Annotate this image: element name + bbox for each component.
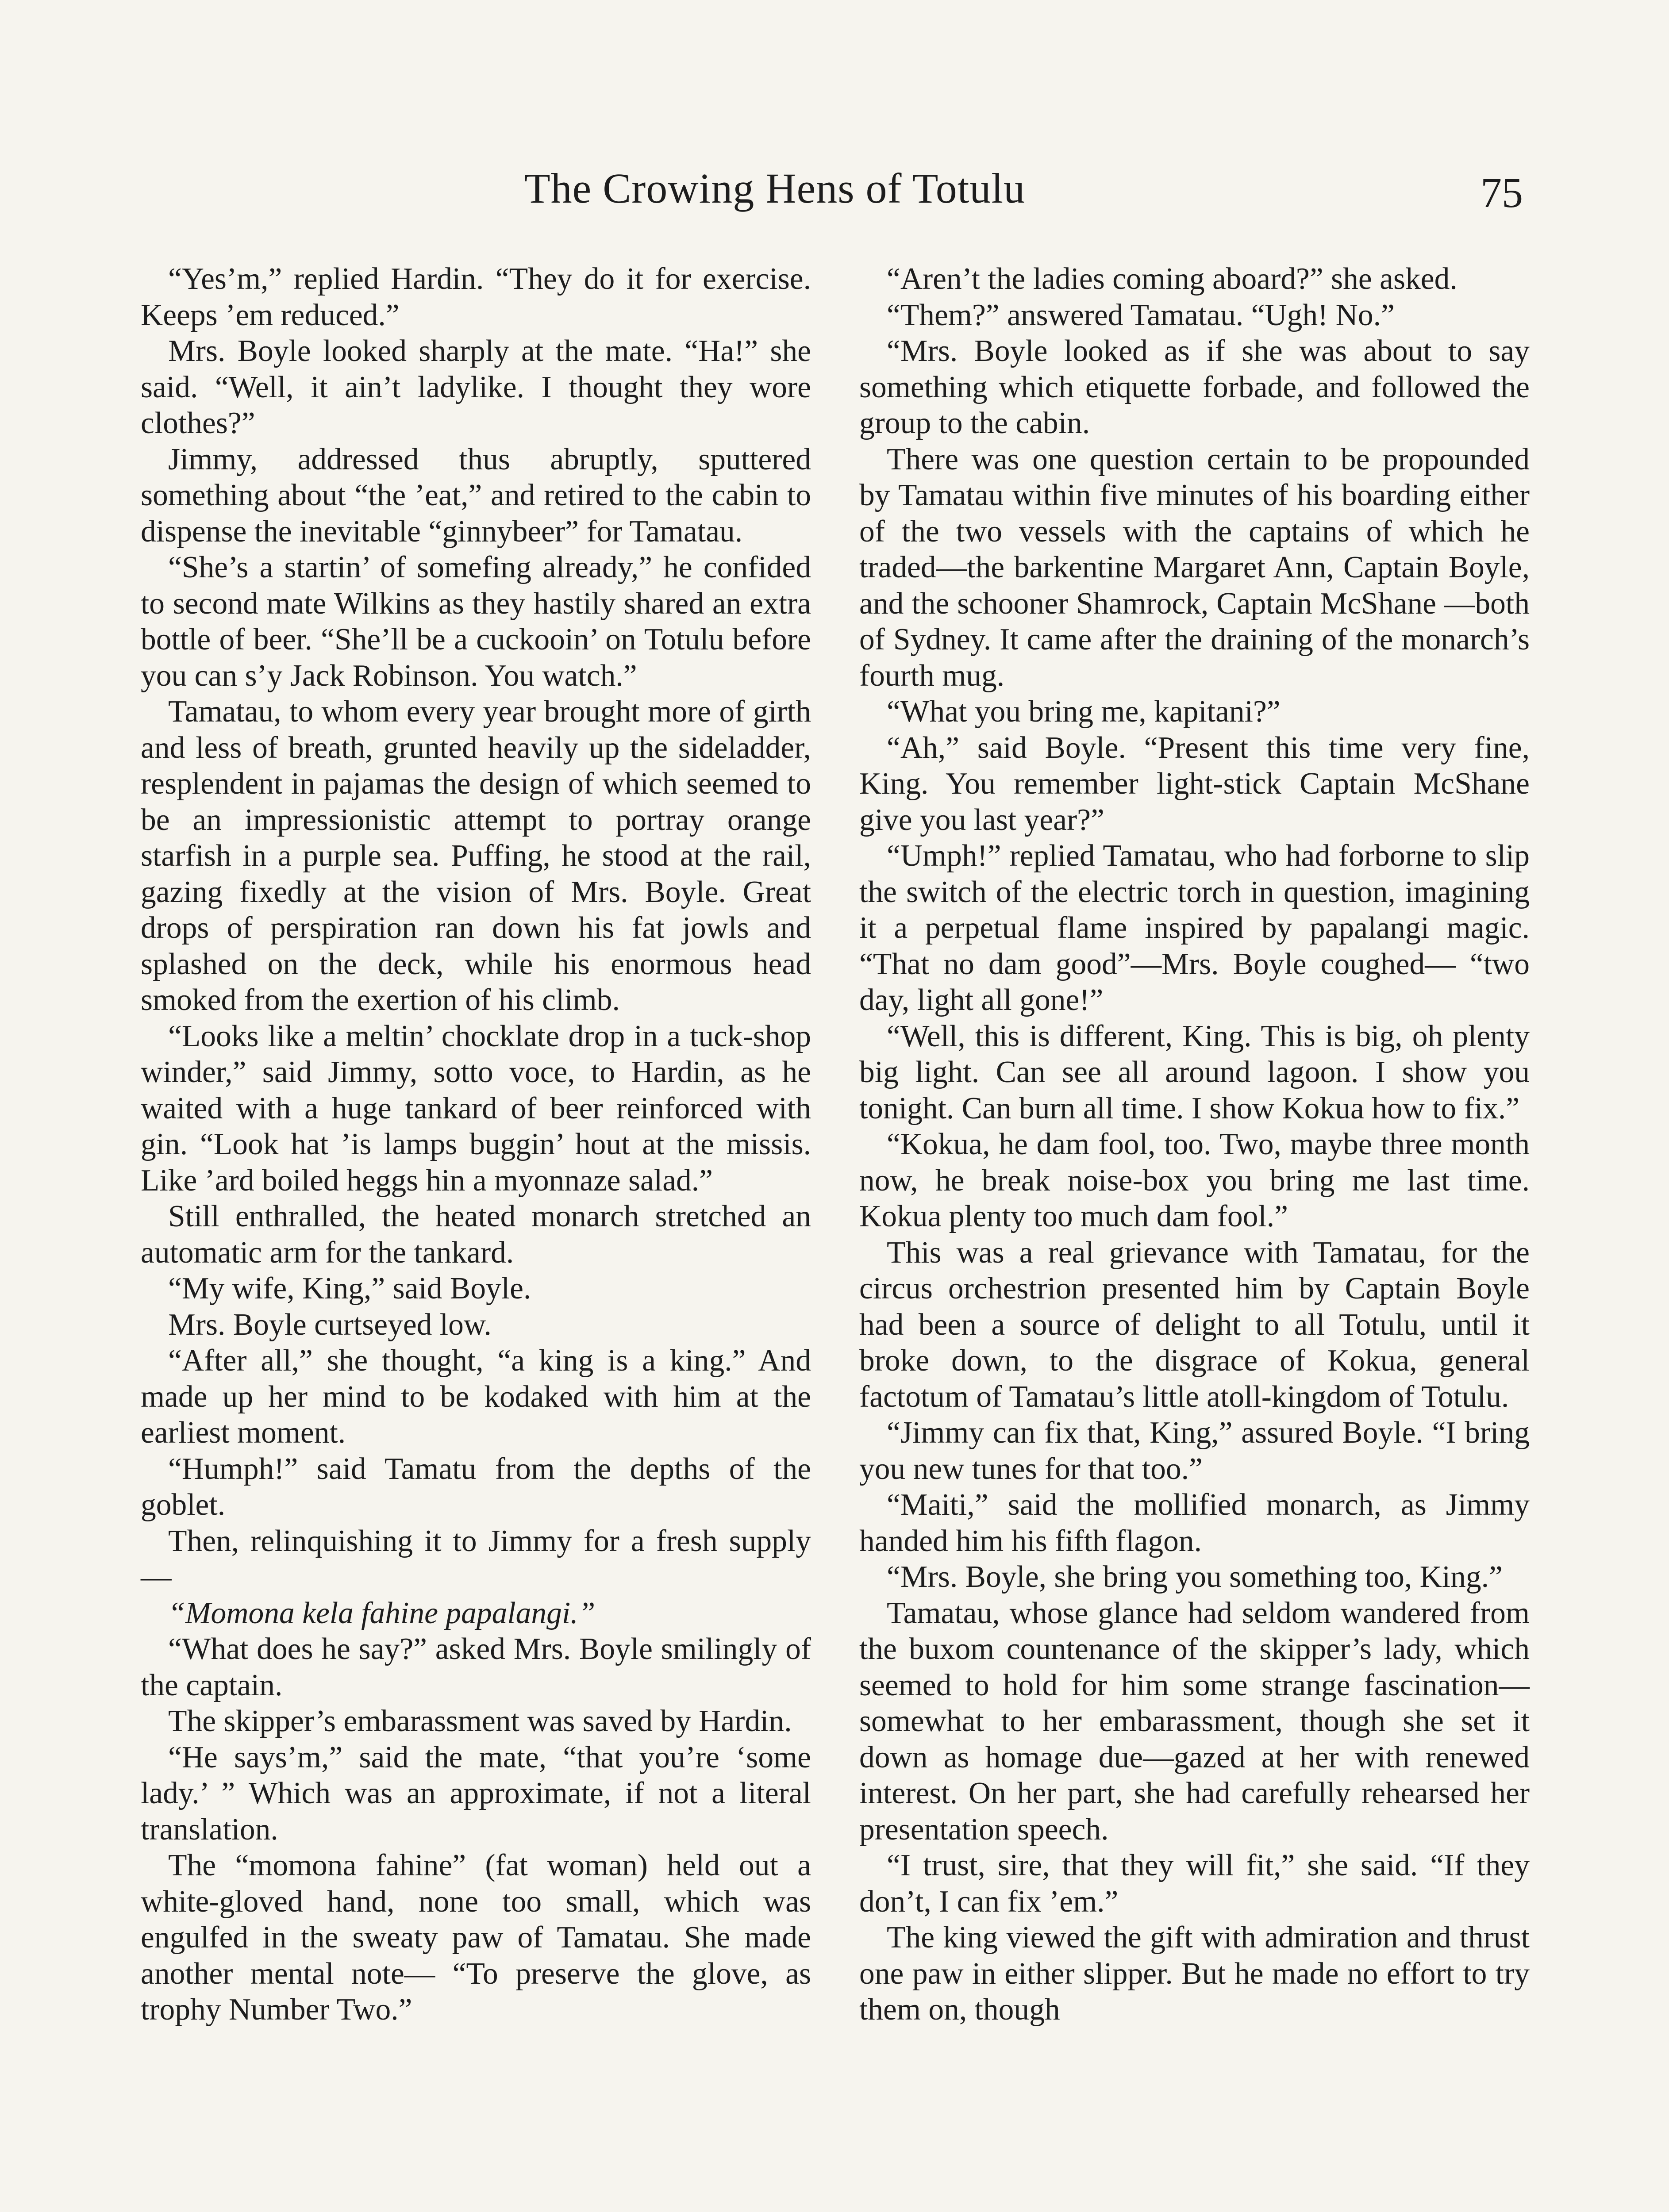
paragraph: Tamatau, to whom every year brought more of girth and less of breath, grunted heavily up the sideladder, resplendent in pajamas the design of which seemed to be an impressionistic attempt to portray orange starfish in a purple sea. Puffing, he stood at the rail, gazing fixedly at the vision of Mrs. Boyle. Great drops of perspiration ran down his fat jowls and splashed on the deck, while his enormous head smoked from the exertion of his climb.: [141, 695, 811, 1017]
paragraph: “She’s a startin’ of somefing already,” he confided to second mate Wilkins as they hastily shared an extra bottle of beer. “She’ll be a cuckooin’ on Totulu before you can s’y Jack Robinson. You watch.”: [141, 550, 811, 693]
right-column: [859, 261, 1530, 2028]
paragraph: Tamatau, whose glance had seldom wandered from the buxom countenance of the skipper’s lady, which seemed to hold for him some strange fascination—somewhat to her embarassment, though she set it down as homage due—gazed at her with renewed interest. On her part, she had carefully rehearsed her presentation speech.: [859, 1596, 1530, 1847]
paragraph: “My wife, King,” said Boyle.: [168, 1271, 531, 1306]
paragraph: Mrs. Boyle curtseyed low.: [168, 1307, 492, 1342]
running-header: [0, 164, 1669, 230]
paragraph: “Momona kela fahine papalangi.”: [168, 1596, 596, 1630]
paragraph: “Mrs. Boyle, she bring you something too, King.”: [887, 1560, 1503, 1594]
paragraph: There was one question certain to be propounded by Tamatau within five minutes of his boarding either of the two vessels with the captains of which he traded—the barkentine Margaret Ann, Captain Boyle, and the schooner Shamrock, Captain McShane —both of Sydney. It came after the draining of the monarch’s fourth mug.: [859, 442, 1530, 693]
paragraph: “Umph!” replied Tamatau, who had forborne to slip the switch of the electric torch in question, imagining it a perpetual flame inspired by papalangi magic. “That no dam good”—Mrs. Boyle coughed— “two day, light all gone!”: [859, 839, 1530, 1017]
paragraph: “He says’m,” said the mate, “that you’re ‘some lady.’ ” Which was an approximate, if not a literal translation.: [141, 1740, 811, 1847]
paragraph: The skipper’s embarassment was saved by Hardin.: [168, 1704, 792, 1738]
paragraph: “Humph!” said Tamatu from the depths of the goblet.: [141, 1452, 811, 1522]
paragraph: “Maiti,” said the mollified monarch, as Jimmy handed him his fifth flagon.: [859, 1488, 1530, 1558]
paragraph: “What you bring me, kapitani?”: [887, 695, 1281, 729]
paragraph: “Well, this is different, King. This is big, oh plenty big light. Can see all around lagoon. I show you tonight. Can burn all time. I show Kokua how to fix.”: [859, 1019, 1530, 1125]
paragraph: “Them?” answered Tamatau. “Ugh! No.”: [887, 298, 1395, 332]
paragraph: “Aren’t the ladies coming aboard?” she asked.: [887, 262, 1457, 296]
paragraph: “Ah,” said Boyle. “Present this time very fine, King. You remember light-stick Captain McShane give you last year?”: [859, 730, 1530, 837]
paragraph: The “momona fahine” (fat woman) held out a white-gloved hand, none too small, which was engulfed in the sweaty paw of Tamatau. She made another mental note— “To preserve the glove, as trophy Number Two.”: [141, 1848, 811, 2027]
paragraph: The king viewed the gift with admiration and thrust one paw in either slipper. But he made no effort to try them on, though: [859, 1920, 1530, 2027]
running-title: The Crowing Hens of Totulu: [524, 165, 1026, 212]
paragraph: Then, relinquishing it to Jimmy for a fresh supply—: [141, 1524, 811, 1594]
paragraph: Mrs. Boyle looked sharply at the mate. “Ha!” she said. “Well, it ain’t ladylike. I thought they wore clothes?”: [141, 334, 811, 440]
paragraph: “What does he say?” asked Mrs. Boyle smilingly of the captain.: [141, 1632, 811, 1702]
paragraph: Still enthralled, the heated monarch stretched an automatic arm for the tankard.: [141, 1199, 811, 1270]
paragraph: “Yes’m,” replied Hardin. “They do it for exercise. Keeps ’em reduced.”: [141, 262, 811, 332]
paragraph: Jimmy, addressed thus abruptly, sputtered something about “the ’eat,” and retired to the cabin to dispense the inevitable “ginnybeer” for Tamatau.: [141, 442, 811, 549]
page-number: 75: [1481, 169, 1523, 216]
paragraph: “After all,” she thought, “a king is a king.” And made up her mind to be kodaked with him at the earliest moment.: [141, 1344, 811, 1450]
paragraph: “Looks like a meltin’ chocklate drop in a tuck-shop winder,” said Jimmy, sotto voce, to Hardin, as he waited with a huge tankard of beer reinforced with gin. “Look hat ’is lamps buggin’ hout at the missis. Like ’ard boiled heggs hin a myonnaze salad.”: [141, 1019, 811, 1198]
paragraph: “Kokua, he dam fool, too. Two, maybe three month now, he break noise-box you bring me last time. Kokua plenty too much dam fool.”: [859, 1127, 1530, 1233]
paragraph: “I trust, sire, that they will fit,” she said. “If they don’t, I can fix ’em.”: [859, 1848, 1530, 1919]
left-column: [141, 261, 811, 2028]
paragraph: “Mrs. Boyle looked as if she was about to say something which etiquette forbade, and followed the group to the cabin.: [859, 334, 1530, 440]
paragraph: This was a real grievance with Tamatau, for the circus orchestrion presented him by Captain Boyle had been a source of delight to all Totulu, until it broke down, to the disgrace of Kokua, general factotum of Tamatau’s little atoll-kingdom of Totulu.: [859, 1235, 1530, 1414]
paragraph: “Jimmy can fix that, King,” assured Boyle. “I bring you new tunes for that too.”: [859, 1416, 1530, 1486]
